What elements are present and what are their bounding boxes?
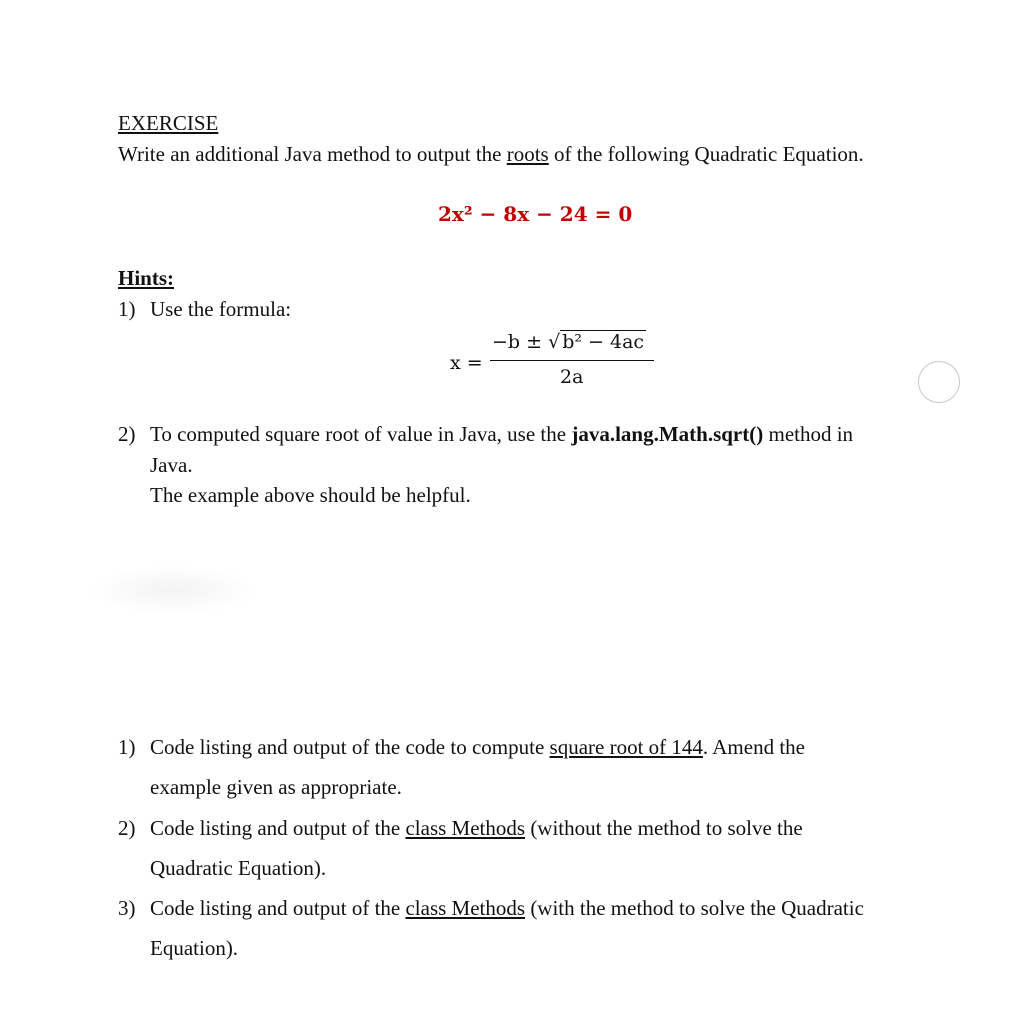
task-2-after: (without the method to solve the (525, 816, 803, 840)
formula-radicand: b² − 4ac (562, 331, 645, 353)
task-1-continuation: example given as appropriate. (150, 775, 402, 799)
hint-2-code: java.lang.Math.sqrt() (571, 422, 764, 446)
hints-heading (118, 265, 174, 291)
formula-lhs: x = (450, 352, 483, 374)
task-2-link: class Methods (405, 816, 526, 840)
task-1-after: . Amend the (702, 735, 805, 759)
task-3-link: class Methods (405, 896, 526, 920)
hint-2-line-2: Java. (150, 453, 193, 477)
task-1 (118, 734, 805, 760)
circle-outline-icon[interactable] (918, 361, 960, 403)
fraction-bar (490, 360, 654, 361)
formula-numerator (492, 331, 646, 353)
task-2 (118, 815, 803, 841)
intro-text-after: of the following Quadratic Equation. (548, 142, 864, 166)
task-2-before: Code listing and output of the (150, 816, 406, 840)
hint-2 (118, 421, 853, 447)
task-3-after: (with the method to solve the Quadratic (525, 896, 864, 920)
hint-1-text: Use the formula: (150, 297, 292, 321)
quadratic-equation: 2x² − 8x − 24 = 0 (438, 202, 633, 226)
hint-2-text-after: method in (763, 422, 854, 446)
task-3 (118, 895, 864, 921)
hint-2-text-before: To computed square root of value in Java, use the (150, 422, 572, 446)
task-3-before: Code listing and output of the (150, 896, 406, 920)
formula-numerator-prefix: −b ± √ (492, 331, 561, 353)
exercise-heading: EXERCISE (118, 111, 219, 135)
intro-roots-link: roots (506, 142, 549, 166)
faint-smudge (88, 565, 258, 615)
hint-2-line-3: The example above should be helpful. (150, 483, 471, 507)
hint-2-number: 2) (118, 422, 136, 446)
task-2-continuation: Quadratic Equation). (150, 856, 327, 880)
hints-heading-text: Hints: (118, 266, 175, 290)
formula-denominator: 2a (560, 366, 584, 388)
hint-1 (118, 296, 291, 322)
intro-text-before: Write an additional Java method to output the (118, 142, 507, 166)
task-2-number: 2) (118, 816, 136, 840)
task-1-before: Code listing and output of the code to compute (150, 735, 550, 759)
hint-1-number: 1) (118, 297, 136, 321)
task-1-link: square root of 144 (549, 735, 703, 759)
task-3-continuation: Equation). (150, 936, 239, 960)
exercise-intro (118, 141, 864, 167)
task-3-number: 3) (118, 896, 136, 920)
task-1-number: 1) (118, 735, 136, 759)
